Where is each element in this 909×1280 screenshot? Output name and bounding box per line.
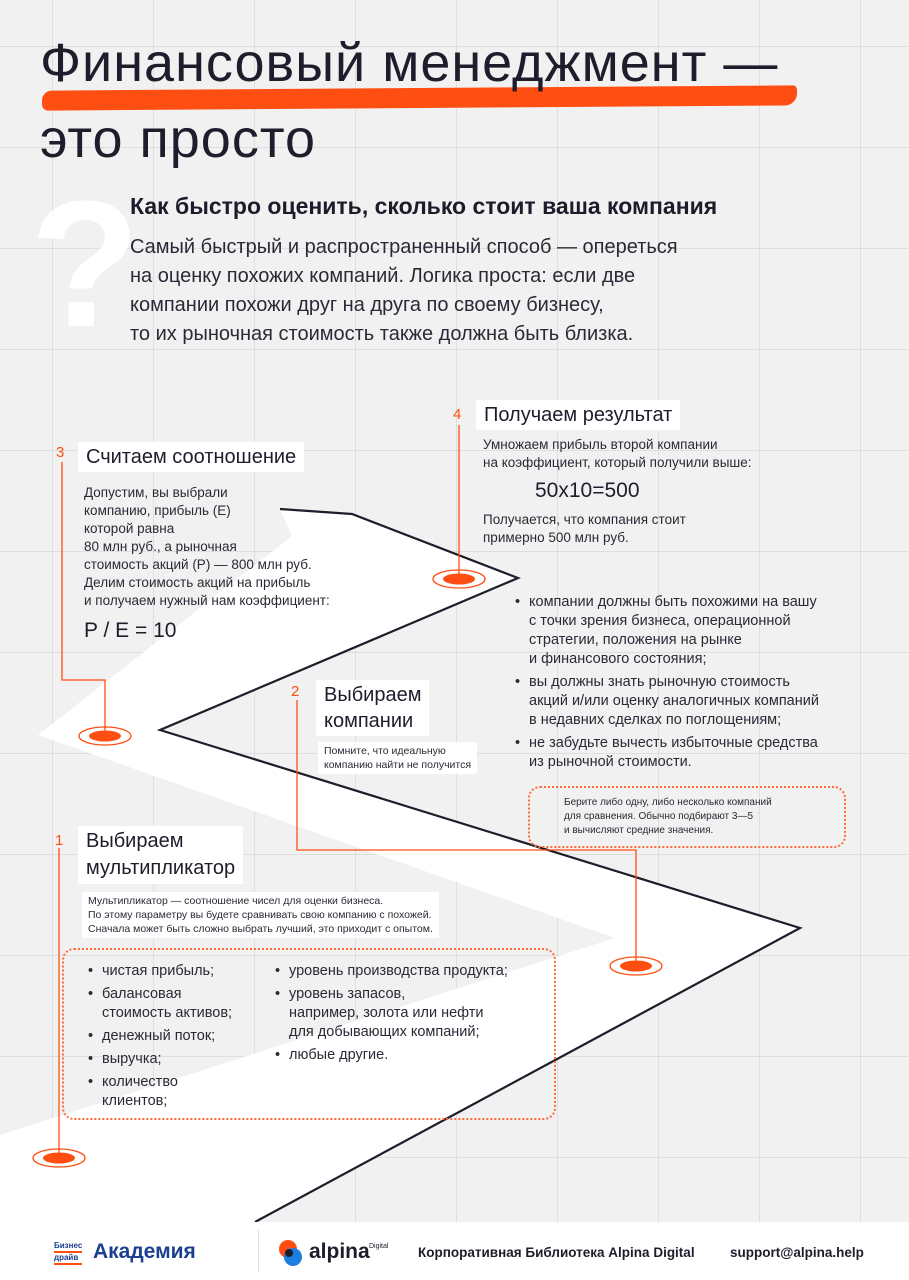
- step1-list-right: [275, 962, 545, 1069]
- logo-business-drive: Бизнес драйв: [54, 1241, 82, 1265]
- step4-formula: 50x10=500: [535, 479, 640, 502]
- step1-number: 1: [55, 832, 64, 849]
- question-mark-graphic: ?: [30, 164, 140, 365]
- step1-title: Выбираем мультипликатор: [78, 826, 243, 884]
- step4-result: Получается, что компания стоит примерно 500 млн руб.: [483, 512, 686, 545]
- list-item: • уровень запасов, например, золота или нефти для добывающих компаний;: [275, 985, 545, 1042]
- step2-criteria-list: [515, 593, 890, 776]
- footer-divider: [258, 1230, 259, 1272]
- step1-list-left: [88, 962, 263, 1115]
- list-item: • чистая прибыль;: [88, 962, 263, 981]
- footer-library-name: Корпоративная Библиотека Alpina Digital: [418, 1245, 695, 1260]
- list-item: • выручка;: [88, 1050, 263, 1069]
- step3-formula: P / E = 10: [84, 619, 177, 642]
- list-item: • вы должны знать рыночную стоимость акций и/или оценку аналогичных компаний в недавних сделках по поглощениям;: [515, 673, 890, 730]
- step2-tip-box: Берите либо одну, либо несколько компаний для сравнения. Обычно подбирают 3—5 и вычисляют средние значения.: [528, 786, 846, 848]
- step1-note: Мультипликатор — соотношение чисел для оценки бизнеса. По этому параметру вы будете сравнивать свою компанию с похожей. Сначала может быть сложно выбрать лучший, это приходит с опытом.: [82, 892, 439, 938]
- list-item: • денежный поток;: [88, 1027, 263, 1046]
- step2-title: Выбираем компании: [316, 680, 429, 736]
- step2-note: Помните, что идеальную компанию найти не получится: [318, 742, 477, 774]
- footer-support-email[interactable]: support@alpina.help: [730, 1245, 864, 1260]
- section-subtitle: Как быстро оценить, сколько стоит ваша компания: [130, 193, 718, 219]
- step4-number: 4: [453, 406, 462, 423]
- list-item: • количество клиентов;: [88, 1073, 263, 1111]
- step3-text: Допустим, вы выбрали компанию, прибыль (E) которой равна 80 млн руб., а рыночная стоимость акций (P) — 800 млн руб. Делим стоимость акций на прибыль и получаем нужный нам коэффициент:: [84, 485, 330, 608]
- logo-alpina-text: alpina: [309, 1240, 370, 1263]
- step4-text: Умножаем прибыль второй компании на коэффициент, который получили выше:: [483, 437, 752, 470]
- list-item: • компании должны быть похожими на вашу с точки зрения бизнеса, операционной стратегии, положения на рынке и финансового состояния;: [515, 593, 890, 669]
- list-item: • уровень производства продукта;: [275, 962, 545, 981]
- list-item: • не забудьте вычесть избыточные средства из рыночной стоимости.: [515, 734, 890, 772]
- step3-title: Считаем соотношение: [78, 442, 304, 472]
- step2-number: 2: [291, 683, 300, 700]
- list-item: • балансовая стоимость активов;: [88, 985, 263, 1023]
- logo-academy-text: Академия: [93, 1240, 196, 1263]
- alpina-logo-icon: [276, 1238, 306, 1270]
- step4-title: Получаем результат: [476, 400, 680, 430]
- logo-alpina-superscript: Digital: [369, 1243, 389, 1250]
- list-item: • любые другие.: [275, 1046, 545, 1065]
- intro-text: Самый быстрый и распространенный способ — опереться на оценку похожих компаний. Логика проста: если две компании похожи друг на друга по своему бизнесу, то их рыночная стоимость также должна быть близка.: [130, 236, 678, 345]
- step3-number: 3: [56, 444, 65, 461]
- page-title-line2: это просто: [40, 109, 316, 169]
- page-title-line1: Финансовый менеджмент —: [40, 33, 779, 93]
